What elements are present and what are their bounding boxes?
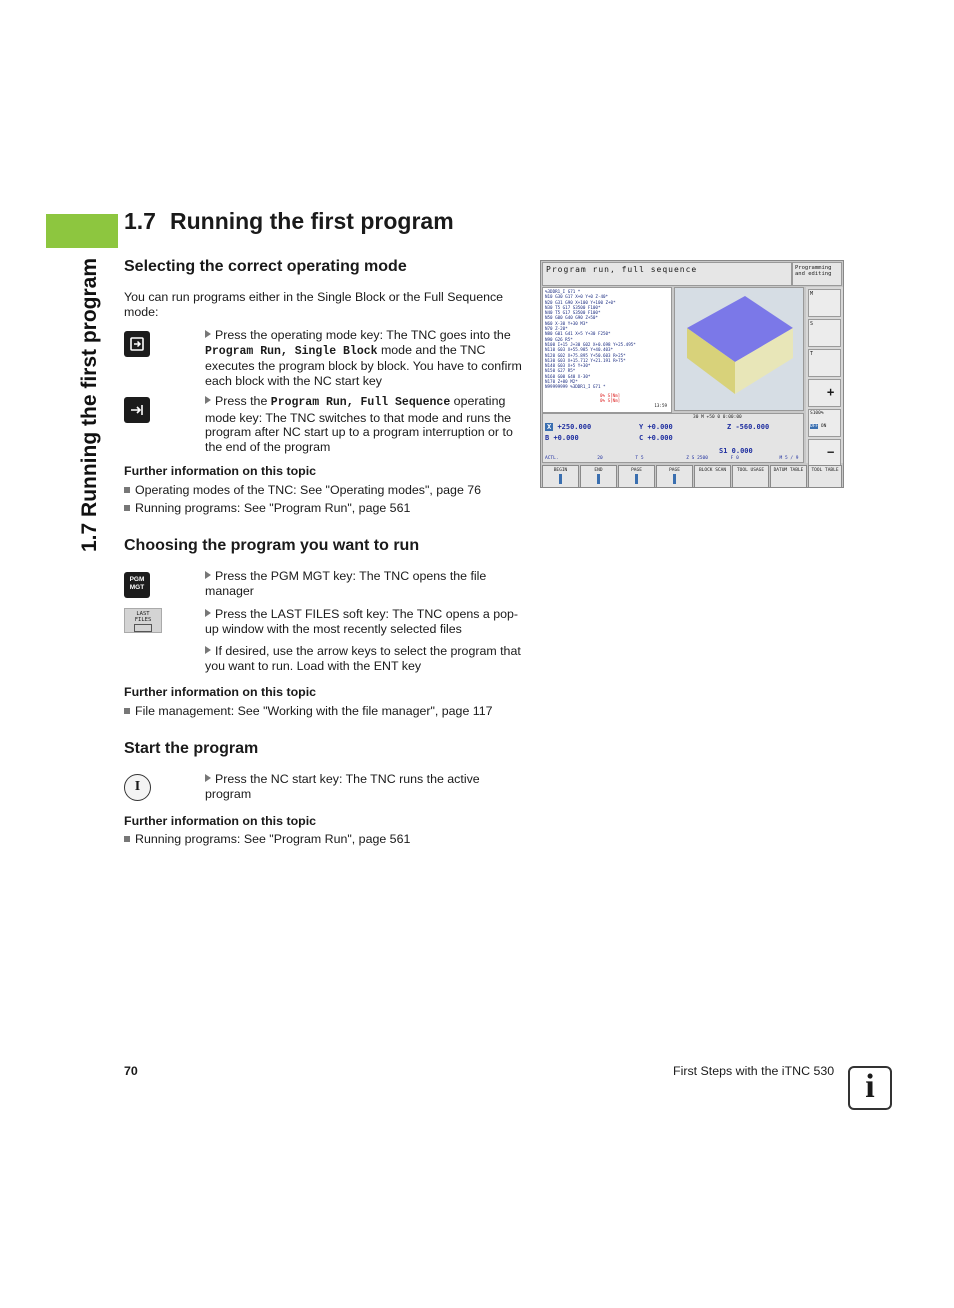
tnc-program-listing: %3DDR1_I G71 * N10 G30 G17 X+0 Y+0 Z-40* N20 G31 G90 X+100 Y+100 Z+0* N30 T5 G17 S3500 F100* N40 T5 G17 S3500 F100* N50 G00 G40 G90 Z+50* N60 X-30 Y+30 M3* N70 Z-20* N80 G01 G41 X+5 Y+30 F250* N90 G26 R5* N100 I+15 J+30 G02 X+0.698 Y+25.495* N110 G03 X+55.985 Y+40.403* N120 G02 X+75.895 Y+50.603 R+25* N130 G03 X+15.712 Y+21.191 R+75* N140 G03 X+5 Y+30* N150 G27 R5* N160 G00 G40 X-30* N170 Z+80 M2* N99999999 %3DDR1_I G71 * 0% S[Nm] 0% S[Nm] 13:59 bbox=[542, 287, 672, 413]
softkey-tool-table: TOOL TABLE bbox=[808, 465, 842, 488]
step-last-files: Press the LAST FILES soft key: The TNC opens a pop-up window with the most recently selected files bbox=[205, 607, 519, 636]
step-arrow-icon bbox=[205, 774, 211, 782]
list-item: Running programs: See "Program Run", page 561 bbox=[124, 501, 410, 515]
step-arrow-icon bbox=[205, 571, 211, 579]
tnc-position-display: 30 M +50 0 0:00:00 X +250.000 Y +0.000 Z -560.000 B +0.000 C +0.000 S1 0.000 ACTL. 20 T 5 Z S 2500 F 0 M 5 / 9 bbox=[542, 413, 804, 463]
nc-start-key-icon: I bbox=[124, 774, 151, 801]
bullet-icon bbox=[124, 836, 130, 842]
page-title: 1.7 Running the first program bbox=[124, 208, 454, 234]
softkey-page-down: PAGE bbox=[656, 465, 693, 488]
side-tab-title: 1.7 Running the first program bbox=[78, 257, 101, 552]
info-icon: i bbox=[848, 1066, 892, 1110]
softkey-tool-usage: TOOL USAGE bbox=[732, 465, 769, 488]
step-nc-start: Press the NC start key: The TNC runs the active program bbox=[205, 772, 480, 801]
list-item: File management: See "Working with the file manager", page 117 bbox=[124, 704, 493, 718]
step-arrow-icon bbox=[205, 396, 211, 404]
bullet-icon bbox=[124, 487, 130, 493]
step-pgm-mgt: Press the PGM MGT key: The TNC opens the file manager bbox=[205, 569, 487, 598]
section-title-start-program: Start the program bbox=[124, 740, 259, 757]
step-arrow-icon bbox=[205, 609, 211, 617]
footer-title: First Steps with the iTNC 530 bbox=[673, 1064, 835, 1078]
bullet-icon bbox=[124, 708, 130, 714]
softkey-page-up: PAGE bbox=[618, 465, 655, 488]
softkey-begin: BEGIN bbox=[542, 465, 579, 488]
step-full-sequence: Press the Program Run, Full Sequence operating mode key: The TNC switches to that mode and runs the program after NC start up to a program interruption or to the end of the program bbox=[205, 394, 513, 454]
tnc-mode-header: Program run, full sequence bbox=[542, 262, 792, 286]
step-select-program: If desired, use the arrow keys to select the program that you want to run. Load with the ENT key bbox=[205, 644, 521, 673]
softkey-block-scan: BLOCK SCAN bbox=[694, 465, 731, 488]
further-info-heading: Further information on this topic bbox=[124, 685, 317, 699]
section-title-choose-program: Choosing the program you want to run bbox=[124, 537, 420, 554]
softkey-datum-table: DATUM TABLE bbox=[770, 465, 807, 488]
list-item: Running programs: See "Program Run", page 561 bbox=[124, 832, 410, 846]
last-files-softkey-icon: LAST FILES bbox=[124, 608, 162, 633]
plus-icon: + bbox=[808, 379, 841, 407]
section-title-operating-mode: Selecting the correct operating mode bbox=[124, 258, 407, 275]
single-block-key-icon bbox=[124, 331, 150, 357]
list-item: Operating modes of the TNC: See "Operating modes", page 76 bbox=[124, 483, 481, 497]
step-single-block: Press the operating mode key: The TNC goes into the Program Run, Single Block mode and the TNC executes the program block by block. You have to confirm each block with the NC start key bbox=[205, 328, 522, 388]
tnc-secondary-mode: Programming and editing bbox=[792, 262, 842, 286]
further-info-heading: Further information on this topic bbox=[124, 464, 317, 478]
tnc-softkey-row bbox=[542, 465, 842, 488]
tnc-screenshot bbox=[540, 260, 844, 488]
softkey-end: END bbox=[580, 465, 617, 488]
step-arrow-icon bbox=[205, 646, 211, 654]
minus-icon: − bbox=[808, 439, 841, 467]
full-sequence-key-icon bbox=[124, 397, 150, 423]
step-arrow-icon bbox=[205, 330, 211, 338]
further-info-heading: Further information on this topic bbox=[124, 814, 317, 828]
tnc-side-softkeys: M S T + S100% OFF ON − bbox=[806, 287, 843, 463]
pgm-mgt-key-icon: PGM MGT bbox=[124, 572, 150, 598]
bullet-icon bbox=[124, 505, 130, 511]
section-intro: You can run programs either in the Single Block or the Full Sequence mode: bbox=[124, 290, 504, 319]
tnc-3d-graphic bbox=[674, 287, 804, 411]
page-number: 70 bbox=[124, 1064, 138, 1078]
